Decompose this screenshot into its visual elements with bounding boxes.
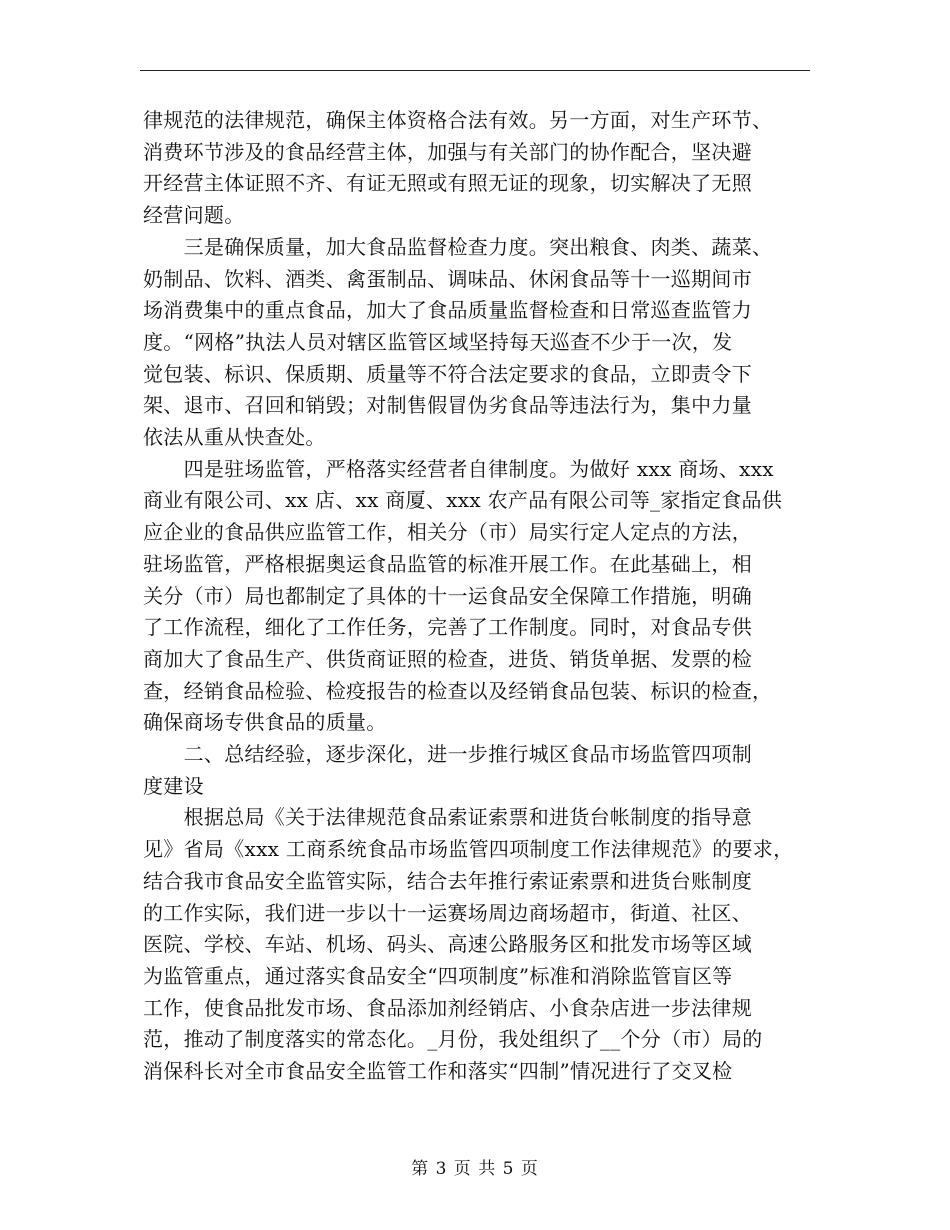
text-line: 商业有限公司、xx 店、xx 商厦、xxx 农产品有限公司等_家指定食品供 <box>143 488 783 513</box>
text-line: 三是确保质量，加大食品监督检查力度。突出粮食、肉类、蔬菜、 <box>143 234 773 259</box>
text-line: 的工作实际，我们进一步以十一运赛场周边商场超市，街道、社区、 <box>143 900 752 925</box>
text-line: 经营问题。 <box>143 203 245 228</box>
text-line: 奶制品、饮料、酒类、禽蛋制品、调味品、休闲食品等十一巡期间市 <box>143 266 752 291</box>
header-rule <box>140 70 810 71</box>
text-line: 医院、学校、车站、机场、码头、高速公路服务区和批发市场等区域 <box>143 932 752 957</box>
text-line: 关分（市）局也都制定了具体的十一运食品安全保障工作措施，明确 <box>143 583 752 608</box>
text-line: 二、总结经验，逐步深化，进一步推行城区食品市场监管四项制 <box>143 742 752 766</box>
text-line: 为监管重点，通过落实食品安全“四项制度”标准和消除监管盲区等 <box>143 963 733 988</box>
text-line: 度建设 <box>143 773 204 798</box>
text-line: 依法从重从快查处。 <box>143 425 326 449</box>
text-line: 结合我市食品安全监管实际，结合去年推行索证索票和进货台账制度 <box>143 868 752 893</box>
text-line: 了工作流程，细化了工作任务，完善了工作制度。同时，对食品专供 <box>143 615 752 640</box>
text-line: 根据总局《关于法律规范食品索证索票和进货台帐制度的指导意 <box>143 805 752 830</box>
text-line: 度。“网格”执法人员对辖区监管区域坚持每天巡查不少于一次，发 <box>143 329 733 354</box>
text-line: 工作，使食品批发市场、食品添加剂经销店、小食杂店进一步法律规 <box>143 995 752 1020</box>
text-line: 商加大了食品生产、供货商证照的检查，进货、销货单据、发票的检 <box>143 646 752 671</box>
text-line: 觉包装、标识、保质期、质量等不符合法定要求的食品，立即责令下 <box>143 361 752 386</box>
text-line: 消保科长对全市食品安全监管工作和落实“四制”情况进行了交叉检 <box>143 1059 733 1083</box>
text-line: 开经营主体证照不齐、有证无照或有照无证的现象，切实解决了无照 <box>143 171 752 196</box>
page-footer: 第 3 页 共 5 页 <box>411 1159 539 1179</box>
text-line: 查，经销食品检验、检疫报告的检查以及经销食品包装、标识的检查， <box>143 678 773 703</box>
text-line: 应企业的食品供应监管工作，相关分（市）局实行定人定点的方法， <box>143 520 752 545</box>
text-line: 见》省局《xxx 工商系统食品市场监管四项制度工作法律规范》的要求， <box>143 837 794 862</box>
text-line: 架、退市、召回和销毁；对制售假冒伪劣食品等违法行为，集中力量 <box>143 393 752 418</box>
text-line: 范，推动了制度落实的常态化。_月份，我处组织了__个分（市）局的 <box>143 1027 763 1052</box>
text-line: 确保商场专供食品的质量。 <box>143 710 387 735</box>
text-line: 消费环节涉及的食品经营主体，加强与有关部门的协作配合，坚决避 <box>143 139 752 164</box>
text-line: 四是驻场监管，严格落实经营者自律制度。为做好 xxx 商场、xxx <box>143 456 774 481</box>
text-line: 驻场监管，严格根据奥运食品监管的标准开展工作。在此基础上，相 <box>143 551 752 576</box>
text-line: 律规范的法律规范，确保主体资格合法有效。另一方面，对生产环节、 <box>143 108 773 132</box>
text-line: 场消费集中的重点食品，加大了食品质量监督检查和日常巡查监管力 <box>143 298 752 323</box>
